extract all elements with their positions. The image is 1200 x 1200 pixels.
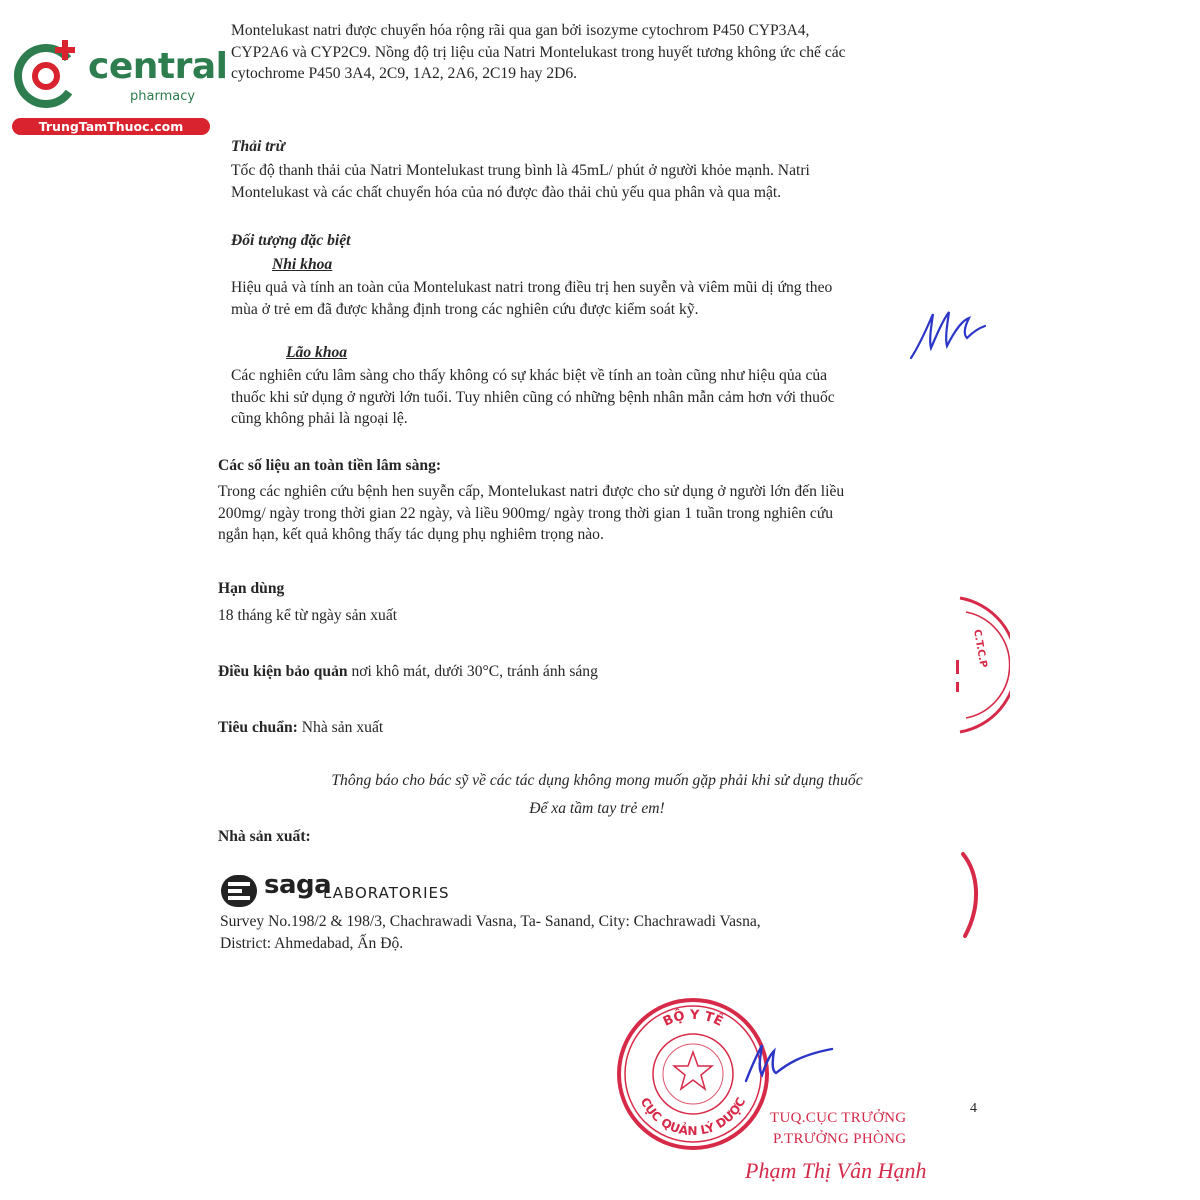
text-line: Montelukast và các chất chuyển hóa của nó được đào thải chủ yếu qua phân và qua mật. <box>231 183 782 201</box>
side-stamp-text: C.T.C.P <box>971 628 989 669</box>
text-line: Survey No.198/2 & 198/3, Chachrawadi Vasna, Ta- Sanand, City: Chachrawadi Vasna, <box>220 913 761 930</box>
preclinical-paragraph <box>218 481 976 546</box>
preclinical-heading: Các số liệu an toàn tiền lâm sàng: <box>218 457 442 474</box>
page-number: 4 <box>970 1101 977 1116</box>
manufacturer-address <box>220 911 960 954</box>
special-populations-heading: Đối tượng đặc biệt <box>231 232 351 249</box>
side-stamp <box>930 590 1010 740</box>
geriatric-paragraph <box>231 365 976 430</box>
pediatric-paragraph <box>231 277 976 320</box>
pediatric-heading: Nhi khoa <box>272 256 333 273</box>
approval-signature <box>740 1035 840 1090</box>
partial-stamp-mark <box>955 850 985 940</box>
text-line: Hiệu quả và tính an toàn của Montelukast natri trong điều trị hen suyễn và viêm mũi dị ứng theo <box>231 279 833 296</box>
text-line: Trong các nghiên cứu bệnh hen suyễn cấp, Montelukast natri được cho sử dụng ở người lớn đến liều <box>218 483 845 500</box>
logo-sub: pharmacy <box>130 89 196 104</box>
text-line: 200mg/ ngày trong thời gian 22 ngày, và liều 900mg/ ngày trong thời gian 1 tuần trong nghiên cứu <box>218 504 834 522</box>
notice-line-2: Để xa tầm tay trẻ em! <box>529 800 665 817</box>
elimination-heading: Thải trừ <box>231 138 285 155</box>
storage-value: nơi khô mát, dưới 30°C, tránh ánh sáng <box>351 663 598 680</box>
storage-label: Điều kiện bảo quản <box>218 663 348 680</box>
geriatric-heading: Lão khoa <box>286 344 348 361</box>
storage-line <box>218 661 598 683</box>
text-line: Montelukast natri được chuyển hóa rộng rãi qua gan bởi isozyme cytochrom P450 CYP3A4, <box>231 22 810 39</box>
approval-line-2: P.TRƯỞNG PHÒNG <box>773 1131 907 1147</box>
text-line: District: Ahmedabad, Ấn Độ. <box>220 934 404 952</box>
shelf-life-heading: Hạn dùng <box>218 580 285 597</box>
logo-banner: TrungTamThuoc.com <box>12 118 210 135</box>
text-line: thuốc khi sử dụng ở người lớn tuổi. Tuy nhiên cũng có những bệnh nhân mẫn cảm hơn với thuốc <box>231 388 835 406</box>
text-line: Tốc độ thanh thải của Natri Montelukast trung bình là 45mL/ phút ở người khỏe mạnh. Natri <box>231 162 810 179</box>
shelf-life-value: 18 tháng kể từ ngày sản xuất <box>218 607 398 624</box>
notice-line-1: Thông báo cho bác sỹ về các tác dụng không mong muốn gặp phải khi sử dụng thuốc <box>331 772 863 789</box>
text-line: ngắn hạn, kết quả không thấy tác dụng phụ nghiêm trọng nào. <box>218 526 604 543</box>
standard-label: Tiêu chuẩn: <box>218 719 298 736</box>
initials-signature <box>905 302 995 362</box>
svg-text:CỤC QUẢN LÝ DƯỢC <box>638 1095 749 1138</box>
stamp-bottom-text: CỤC QUẢN LÝ DƯỢC <box>637 1095 749 1139</box>
standard-value: Nhà sản xuất <box>301 719 384 736</box>
metabolism-paragraph <box>231 20 976 85</box>
manufacturer-heading: Nhà sản xuất: <box>218 828 311 845</box>
svg-text:BỘ Y TẾ <box>661 1008 726 1030</box>
logo-brand: central <box>88 46 228 87</box>
saga-logo-icon <box>220 874 258 908</box>
standard-line <box>218 717 383 739</box>
saga-laboratories: LABORATORIES <box>323 884 450 902</box>
text-line: CYP2A6 và CYP2C9. Nồng độ trị liệu của Natri Montelukast trong huyết tương không ức chế các <box>231 43 846 61</box>
saga-wordmark: saga <box>264 870 332 900</box>
stamp-top-text: BỘ Y TẾ <box>660 1007 726 1030</box>
elimination-paragraph <box>231 160 976 203</box>
central-pharmacy-logo <box>10 34 228 138</box>
text-line: cũng không phải là ngoại lệ. <box>231 410 408 427</box>
saga-logo <box>220 872 460 912</box>
approver-name: Phạm Thị Vân Hạnh <box>745 1158 927 1183</box>
text-line: cytochrome P450 3A4, 2C9, 1A2, 2A6, 2C19 hay 2D6. <box>231 65 578 82</box>
central-logo-icon <box>10 38 86 114</box>
approval-line-1: TUQ.CỤC TRƯỞNG <box>770 1110 907 1126</box>
text-line: Các nghiên cứu lâm sàng cho thấy không có sự khác biệt về tính an toàn cũng như hiệu qủa của <box>231 367 828 384</box>
text-line: mùa ở trẻ em đã được khẳng định trong các nghiên cứu được kiểm soát kỹ. <box>231 300 699 318</box>
